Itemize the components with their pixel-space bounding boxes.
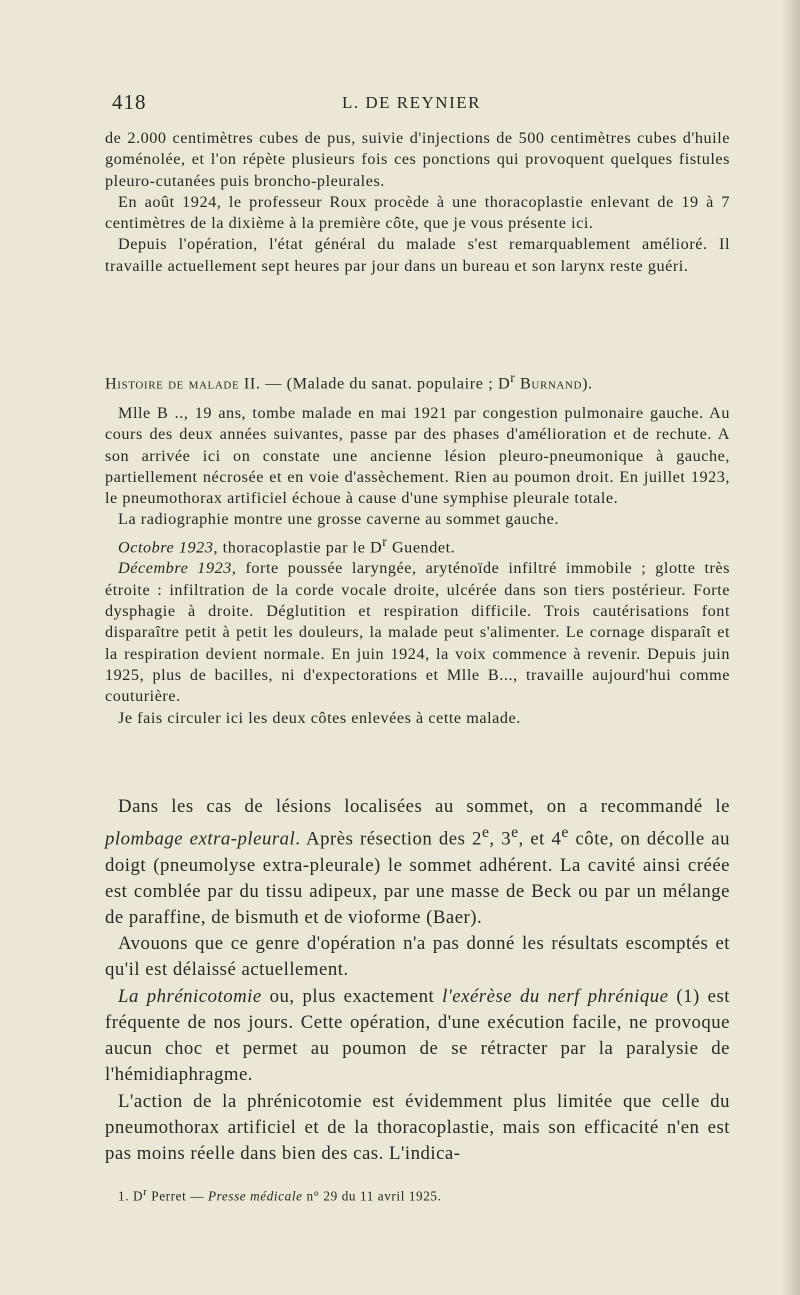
page-number: 418 [112, 90, 147, 114]
paragraph: L'action de la phrénicotomie est évidemment plus limitée que celle du pneumothorax artificiel et de la thoracoplastie, mais son efficacité n'en est pas moins réelle dans bien des cas. L'indica- [105, 1090, 730, 1164]
paragraph: Dans les cas de lésions localisées au sommet, on a recommandé le plombage extra-pleural. Après résection des 2e, 3e, et 4e côte, on décolle au doigt (pneumolyse extra-pleurale) le sommet adhérent. La cavité ainsi créée est comblée par du tissu adipeux, par une masse de Beck ou par un mélange de paraffine, de bismuth et de vioforme (Baer). [105, 796, 730, 929]
case-heading-rest: — (Malade du sanat. populaire ; D [265, 374, 511, 393]
paragraph: Je fais circuler ici les deux côtes enlevées à cette malade. [118, 708, 521, 727]
superscript: r [510, 370, 516, 385]
case-heading-number: II. [243, 374, 261, 393]
paragraph: La phrénicotomie ou, plus exactement l'exérèse du nerf phrénique (1) est fréquente de nos jours. Cette opération, d'une exécution facile, ne provoque aucun choc et permet au poumon de se rétracter par la paralysie de l'hémidiaphragme. [105, 985, 730, 1086]
case-heading [105, 370, 730, 393]
journal-title: Presse médicale [207, 1188, 303, 1204]
case-heading-end: ). [582, 374, 593, 393]
paragraph: Avouons que ce genre d'opération n'a pas donné les résultats escomptés et qu'il est délaissé actuellement. [105, 933, 730, 981]
paragraph: de 2.000 centimètres cubes de pus, suivie d'injections de 500 centimètres cubes d'huile goménolée, et l'on répète plusieurs fois ces ponctions qui provoquent quelques fistules pleuro-cutanées puis broncho-pleurales. [105, 129, 730, 190]
case-heading-doctor: Burnand [520, 374, 583, 393]
footnote: 1. $D^r$ Perret — Presse médicale n° 29 du 11 avril 1925. [118, 1186, 442, 1204]
running-title: L. DE REYNIER [342, 93, 481, 112]
paragraph: Mlle B .., 19 ans, tombe malade en mai 1921 par congestion pulmonaire gauche. Au cours des deux années suivantes, passe par des phases d'amélioration et de rechute. A son arrivée ici on constate une ancienne lésion pleuro-pneumonique à gauche, partiellement nécrosée et en voie d'assèchement. Rien au poumon droit. En juillet 1923, le pneumothorax artificiel échoue à cause d'une symphise pleurale totale. [105, 404, 730, 508]
paragraph: Décembre 1923, forte poussée laryngée, aryténoïde infiltré immobile ; glotte très étroite : infiltration de la corde vocale droite, ulcérée dans son tiers postérieur. Forte dysphagie à droite. Déglutition et respiration difficile. Trois cautérisations font disparaître petit à petit les douleurs, la malade peut s'alimenter. Le cornage disparaît et la respiration devient normale. En juin 1924, la voix commence à revenir. Depuis juin 1925, plus de bacilles, ni d'expectorations et Mlle B..., travaille aujourd'hui comme couturière. [105, 559, 731, 706]
main-section [105, 794, 730, 1167]
case-section [105, 403, 730, 729]
paragraph: En août 1924, le professeur Roux procède à une thoracoplastie enlevant de 19 à 7 centimètres de la dixième à la première côte, que je vous présente ici. [105, 192, 730, 233]
case-heading-label: Histoire de malade [105, 374, 240, 393]
date: Décembre 1923 [118, 559, 232, 578]
page-edge-shadow [782, 0, 800, 1295]
page-header [112, 90, 722, 114]
paragraph: Octobre 1923, thoracoplastie par le $D^r$ Guendet. [118, 533, 456, 557]
paragraph: Depuis l'opération, l'état général du malade s'est remarquablement amélioré. Il travaille actuellement sept heures par jour dans un bureau et son larynx reste guéri. [105, 235, 730, 275]
intro-section [105, 128, 730, 277]
paragraph: La radiographie montre une grosse caverne au sommet gauche. [118, 510, 560, 529]
date: Octobre 1923 [118, 538, 214, 557]
